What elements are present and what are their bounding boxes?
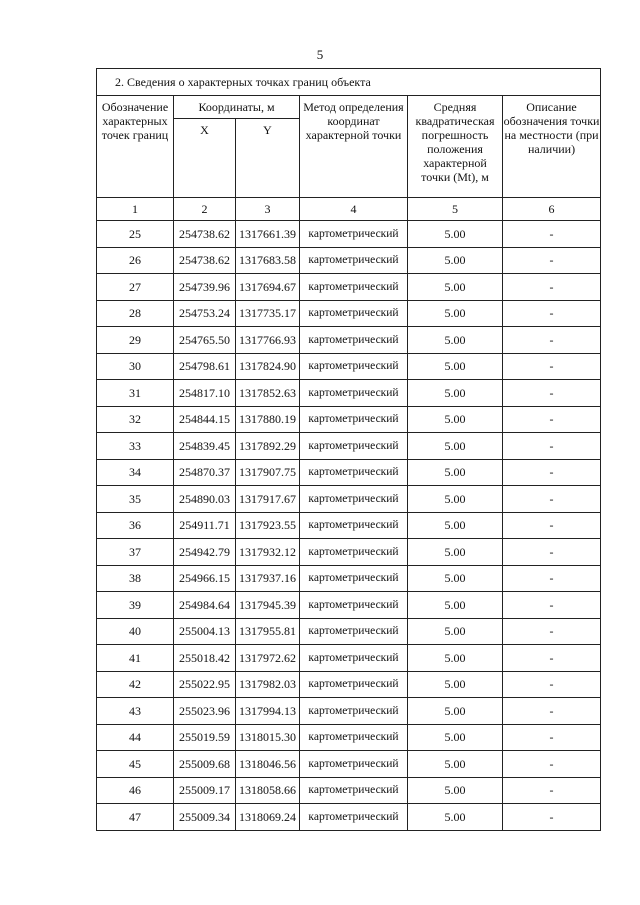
cell-accuracy: 5.00 [408, 671, 503, 698]
cell-x: 254844.15 [174, 406, 236, 433]
cell-method: картометрический [300, 380, 408, 407]
table-row [97, 671, 601, 698]
cell-accuracy: 5.00 [408, 565, 503, 592]
cell-y: 1317661.39 [236, 221, 300, 248]
cell-method: картометрический [300, 698, 408, 725]
cell-x: 255023.96 [174, 698, 236, 725]
cell-description: - [503, 592, 601, 619]
cell-x: 254753.24 [174, 300, 236, 327]
table-row [97, 777, 601, 804]
header-accuracy: Средняя квадратическая погрешность положения характерной точки (Mt), м [408, 96, 503, 198]
cell-point: 29 [97, 327, 174, 354]
cell-description: - [503, 353, 601, 380]
cell-description: - [503, 274, 601, 301]
cell-description: - [503, 618, 601, 645]
cell-description: - [503, 406, 601, 433]
cell-x: 254984.64 [174, 592, 236, 619]
cell-point: 38 [97, 565, 174, 592]
cell-x: 255004.13 [174, 618, 236, 645]
table-row [97, 353, 601, 380]
cell-accuracy: 5.00 [408, 804, 503, 831]
cell-description: - [503, 459, 601, 486]
cell-y: 1317982.03 [236, 671, 300, 698]
table-row [97, 486, 601, 513]
cell-y: 1317694.67 [236, 274, 300, 301]
cell-description: - [503, 777, 601, 804]
table-row [97, 221, 601, 248]
cell-description: - [503, 327, 601, 354]
cell-method: картометрический [300, 539, 408, 566]
cell-y: 1317955.81 [236, 618, 300, 645]
cell-method: картометрический [300, 300, 408, 327]
cell-x: 254738.62 [174, 221, 236, 248]
cell-x: 254911.71 [174, 512, 236, 539]
cell-y: 1317824.90 [236, 353, 300, 380]
cell-y: 1317945.39 [236, 592, 300, 619]
cell-y: 1317852.63 [236, 380, 300, 407]
cell-point: 37 [97, 539, 174, 566]
cell-point: 40 [97, 618, 174, 645]
cell-point: 28 [97, 300, 174, 327]
cell-x: 254890.03 [174, 486, 236, 513]
cell-method: картометрический [300, 618, 408, 645]
cell-accuracy: 5.00 [408, 247, 503, 274]
cell-description: - [503, 751, 601, 778]
header-point-designation: Обозначение характерных точек границ [97, 96, 174, 198]
header-method: Метод определения координат характерной точки [300, 96, 408, 198]
cell-description: - [503, 671, 601, 698]
cell-point: 27 [97, 274, 174, 301]
table-row [97, 380, 601, 407]
cell-x: 254839.45 [174, 433, 236, 460]
cell-accuracy: 5.00 [408, 274, 503, 301]
cell-accuracy: 5.00 [408, 512, 503, 539]
cell-x: 255019.59 [174, 724, 236, 751]
cell-y: 1317892.29 [236, 433, 300, 460]
cell-y: 1317972.62 [236, 645, 300, 672]
cell-description: - [503, 539, 601, 566]
column-number: 2 [174, 198, 236, 221]
section-title: 2. Сведения о характерных точках границ объекта [97, 69, 601, 96]
table-body [97, 221, 601, 831]
header-description: Описание обозначения точки на местности (при наличии) [503, 96, 601, 198]
cell-point: 42 [97, 671, 174, 698]
cell-accuracy: 5.00 [408, 221, 503, 248]
cell-method: картометрический [300, 512, 408, 539]
cell-point: 25 [97, 221, 174, 248]
column-number: 6 [503, 198, 601, 221]
cell-accuracy: 5.00 [408, 618, 503, 645]
cell-x: 254870.37 [174, 459, 236, 486]
table-row [97, 247, 601, 274]
cell-point: 45 [97, 751, 174, 778]
boundary-points-table [96, 68, 601, 831]
cell-x: 255009.68 [174, 751, 236, 778]
cell-x: 254942.79 [174, 539, 236, 566]
cell-method: картометрический [300, 353, 408, 380]
table-row [97, 459, 601, 486]
cell-y: 1318058.66 [236, 777, 300, 804]
table-row [97, 698, 601, 725]
header-x: X [174, 119, 236, 198]
cell-point: 33 [97, 433, 174, 460]
cell-accuracy: 5.00 [408, 459, 503, 486]
cell-method: картометрический [300, 406, 408, 433]
cell-point: 30 [97, 353, 174, 380]
cell-method: картометрический [300, 592, 408, 619]
cell-accuracy: 5.00 [408, 645, 503, 672]
cell-accuracy: 5.00 [408, 486, 503, 513]
cell-point: 32 [97, 406, 174, 433]
table-row [97, 592, 601, 619]
table-row [97, 539, 601, 566]
cell-accuracy: 5.00 [408, 433, 503, 460]
table-row [97, 565, 601, 592]
cell-x: 254739.96 [174, 274, 236, 301]
cell-description: - [503, 486, 601, 513]
table-row [97, 512, 601, 539]
cell-description: - [503, 247, 601, 274]
table-row [97, 751, 601, 778]
table-row [97, 645, 601, 672]
cell-description: - [503, 300, 601, 327]
cell-y: 1317932.12 [236, 539, 300, 566]
cell-accuracy: 5.00 [408, 777, 503, 804]
cell-x: 254798.61 [174, 353, 236, 380]
column-number: 4 [300, 198, 408, 221]
cell-point: 31 [97, 380, 174, 407]
cell-x: 255009.17 [174, 777, 236, 804]
table-row [97, 274, 601, 301]
page-number: 5 [316, 47, 324, 62]
cell-accuracy: 5.00 [408, 698, 503, 725]
cell-point: 46 [97, 777, 174, 804]
cell-description: - [503, 221, 601, 248]
table-row [97, 300, 601, 327]
cell-description: - [503, 565, 601, 592]
column-number: 3 [236, 198, 300, 221]
cell-y: 1317735.17 [236, 300, 300, 327]
cell-point: 47 [97, 804, 174, 831]
cell-x: 254817.10 [174, 380, 236, 407]
table-row [97, 406, 601, 433]
cell-y: 1317766.93 [236, 327, 300, 354]
cell-method: картометрический [300, 645, 408, 672]
cell-x: 254966.15 [174, 565, 236, 592]
cell-point: 44 [97, 724, 174, 751]
table-row [97, 433, 601, 460]
cell-y: 1318069.24 [236, 804, 300, 831]
cell-description: - [503, 433, 601, 460]
cell-point: 36 [97, 512, 174, 539]
cell-accuracy: 5.00 [408, 539, 503, 566]
cell-point: 26 [97, 247, 174, 274]
cell-accuracy: 5.00 [408, 751, 503, 778]
cell-y: 1317923.55 [236, 512, 300, 539]
cell-accuracy: 5.00 [408, 380, 503, 407]
cell-point: 43 [97, 698, 174, 725]
cell-accuracy: 5.00 [408, 353, 503, 380]
cell-point: 39 [97, 592, 174, 619]
cell-y: 1317917.67 [236, 486, 300, 513]
cell-y: 1317937.16 [236, 565, 300, 592]
cell-accuracy: 5.00 [408, 327, 503, 354]
cell-method: картометрический [300, 486, 408, 513]
cell-method: картометрический [300, 327, 408, 354]
cell-y: 1317907.75 [236, 459, 300, 486]
cell-y: 1317994.13 [236, 698, 300, 725]
cell-y: 1317880.19 [236, 406, 300, 433]
cell-description: - [503, 645, 601, 672]
cell-method: картометрический [300, 565, 408, 592]
cell-point: 41 [97, 645, 174, 672]
cell-accuracy: 5.00 [408, 724, 503, 751]
header-y: Y [236, 119, 300, 198]
cell-method: картометрический [300, 247, 408, 274]
cell-accuracy: 5.00 [408, 300, 503, 327]
cell-method: картометрический [300, 671, 408, 698]
cell-description: - [503, 380, 601, 407]
cell-accuracy: 5.00 [408, 406, 503, 433]
cell-x: 254765.50 [174, 327, 236, 354]
cell-x: 255018.42 [174, 645, 236, 672]
column-number: 5 [408, 198, 503, 221]
cell-method: картометрический [300, 221, 408, 248]
cell-method: картометрический [300, 777, 408, 804]
cell-y: 1318015.30 [236, 724, 300, 751]
cell-point: 35 [97, 486, 174, 513]
cell-method: картометрический [300, 274, 408, 301]
cell-method: картометрический [300, 433, 408, 460]
cell-method: картометрический [300, 751, 408, 778]
cell-method: картометрический [300, 459, 408, 486]
header-coordinates: Координаты, м [174, 96, 300, 119]
cell-description: - [503, 804, 601, 831]
cell-description: - [503, 698, 601, 725]
cell-y: 1317683.58 [236, 247, 300, 274]
column-numbers-row [97, 198, 601, 221]
table-row [97, 804, 601, 831]
cell-accuracy: 5.00 [408, 592, 503, 619]
table-row [97, 724, 601, 751]
cell-description: - [503, 724, 601, 751]
table-row [97, 618, 601, 645]
cell-description: - [503, 512, 601, 539]
cell-method: картометрический [300, 724, 408, 751]
cell-method: картометрический [300, 804, 408, 831]
cell-point: 34 [97, 459, 174, 486]
cell-x: 254738.62 [174, 247, 236, 274]
table-row [97, 327, 601, 354]
column-number: 1 [97, 198, 174, 221]
cell-x: 255022.95 [174, 671, 236, 698]
cell-x: 255009.34 [174, 804, 236, 831]
cell-y: 1318046.56 [236, 751, 300, 778]
